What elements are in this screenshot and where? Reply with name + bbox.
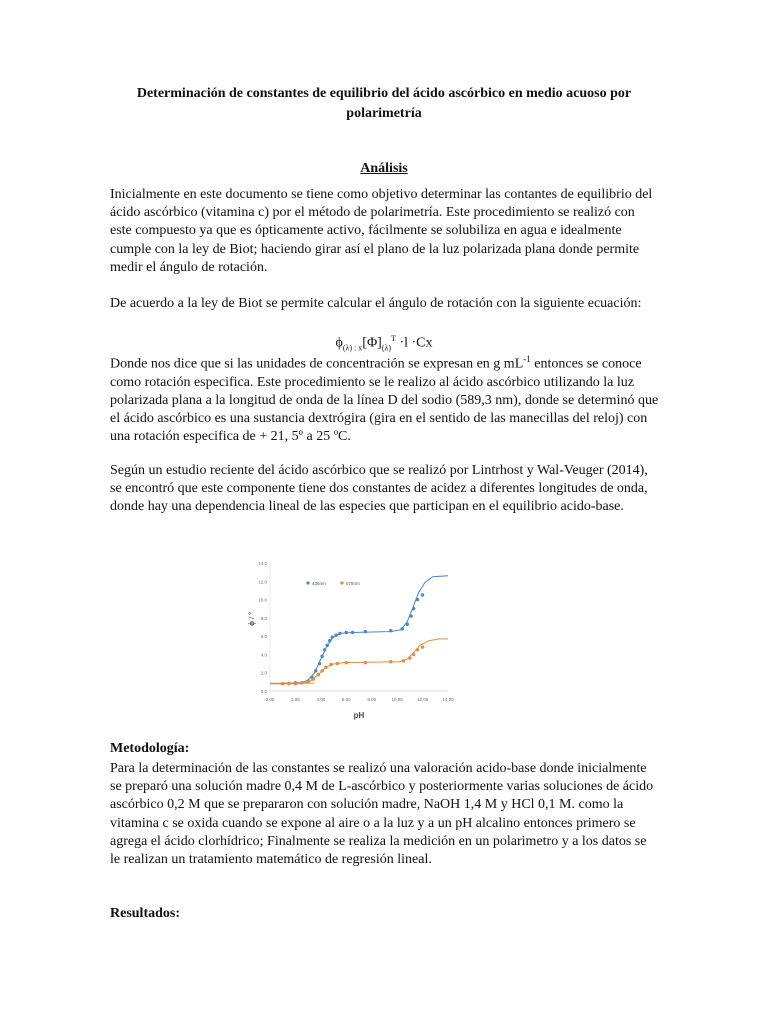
section-heading-analisis: Análisis — [360, 161, 408, 176]
y-tick-label: 12.0 — [258, 579, 267, 585]
x-tick-label: 0.00 — [265, 697, 275, 702]
paragraph-specific-rotation — [110, 350, 660, 447]
y-tick-label: 0.0 — [260, 689, 267, 694]
data-point-578nm — [317, 673, 320, 676]
equation-rest: ·l ·Cx — [399, 335, 433, 351]
data-point-578nm — [402, 659, 405, 662]
data-point-578nm — [300, 681, 303, 684]
data-point-436nm — [338, 632, 341, 635]
data-point-578nm — [320, 669, 323, 672]
data-point-436nm — [412, 607, 415, 610]
data-point-578nm — [408, 656, 411, 659]
x-tick-label: 10.00 — [391, 697, 403, 702]
section-heading-resultados: Resultados: — [110, 906, 181, 921]
data-point-436nm — [334, 634, 337, 637]
data-point-436nm — [409, 614, 412, 617]
data-point-578nm — [306, 680, 309, 683]
y-tick-label: 4.0 — [260, 652, 267, 658]
y-tick-label: 14.0 — [258, 561, 267, 566]
data-point-436nm — [323, 648, 326, 651]
section-heading-metodologia: Metodología: — [110, 741, 190, 756]
data-point-436nm — [328, 639, 331, 642]
x-tick-label: 4.00 — [316, 697, 326, 702]
legend-marker-436nm — [306, 581, 309, 584]
x-tick-label: 12.00 — [416, 697, 429, 702]
specific-rotation-text-b: entonces se conoce como rotación especifica. Este procedimiento se le realizo al ácido ascórbico utilizando la luz polarizada plana a la longitud de onda de la línea D del sodio (589,3 nm), donde se determinó que el ácido ascórbico es una sustancia dextrógira (gira en el sentido de las manecillas del reloj) con una rotación especifica de + 21, 5º a 25 ºC. — [110, 356, 659, 445]
legend-label-578nm: 578nm — [346, 580, 360, 586]
paragraph-study: Según un estudio reciente del ácido ascórbico que se realizó por Lintrhost y Wal-Veuger (2014), se encontró que este componente tiene dos constantes de acidez a diferentes longitudes de onda, donde hay una dependencia lineal de las especies que participan en el equilibrio acido-base. — [110, 463, 648, 515]
legend-marker-578nm — [340, 581, 343, 584]
x-tick-label: 2.00 — [291, 697, 300, 702]
equation-bracket: [Φ] — [362, 335, 382, 351]
x-tick-label: 14.00 — [442, 697, 454, 702]
y-tick-label: 10.0 — [258, 597, 267, 603]
data-point-578nm — [345, 661, 348, 664]
y-tick-label: 2.0 — [260, 670, 267, 676]
data-point-578nm — [329, 663, 332, 666]
x-axis-title: pH — [353, 711, 365, 720]
paragraph-metodologia: Para la determinación de las constantes se realizó una valoración acido-base donde inicialmente se preparó una solución madre 0,4 M de L-ascórbico y posteriormente varias soluciones de ácido ascórbico 0,2 M que se prepararon con solución madre, NaOH 1,4 M y HCl 0,1 M. como la vitamina c se oxida cuando se expone al aire o a la luz y a un pH alcalino entonces primero se agrega el ácido clorhídrico; Finalmente se realiza la medición en un polarimetro y a los datos se le realizan un tratamiento matemático de regresión lineal. — [110, 761, 654, 868]
equation-superscript-t: T — [391, 334, 396, 343]
data-point-436nm — [421, 593, 424, 596]
y-axis-title: ϕ / º — [247, 612, 256, 626]
y-tick-label: 6.0 — [260, 634, 267, 640]
data-point-578nm — [416, 648, 419, 651]
data-point-436nm — [314, 669, 317, 672]
data-point-578nm — [336, 662, 339, 665]
specific-rotation-sup: -1 — [523, 354, 531, 364]
equation-phi: ϕ — [335, 335, 343, 351]
data-point-578nm — [421, 645, 424, 648]
specific-rotation-text-a: Donde nos dice que si las unidades de concentración se expresan en g mL — [110, 356, 524, 372]
data-point-436nm — [345, 631, 348, 634]
data-point-436nm — [326, 644, 329, 647]
data-point-578nm — [312, 677, 315, 680]
x-tick-label: 6.00 — [341, 697, 351, 702]
equation-subscript-lambda-2: (λ) — [381, 343, 392, 353]
data-point-436nm — [364, 630, 367, 633]
data-point-578nm — [294, 682, 297, 685]
equation-subscript-lambda: (λ) : x — [342, 343, 363, 353]
document-title: Determinación de constantes de equilibrio del ácido ascórbico en medio acuoso por polarimetría — [136, 86, 632, 121]
data-point-436nm — [331, 635, 334, 638]
data-point-436nm — [389, 629, 392, 632]
data-point-436nm — [401, 627, 404, 630]
polarimetry-chart — [248, 553, 458, 723]
data-point-578nm — [412, 653, 415, 656]
chart-svg — [248, 553, 458, 723]
legend-label-436nm: 436nm — [312, 580, 326, 586]
data-point-436nm — [406, 623, 409, 626]
series-line-578nm — [270, 639, 448, 684]
data-point-578nm — [389, 660, 392, 663]
x-tick-label: 8.00 — [367, 697, 377, 702]
data-point-436nm — [416, 598, 419, 601]
data-point-578nm — [364, 661, 367, 664]
y-tick-label: 8.0 — [260, 615, 267, 621]
paragraph-biot-law: De acuerdo a la ley de Biot se permite calcular el ángulo de rotación con la siguiente ecuación: — [110, 296, 642, 311]
data-point-578nm — [281, 682, 284, 685]
data-point-436nm — [318, 662, 321, 665]
series-line-436nm — [270, 576, 448, 684]
data-point-436nm — [351, 631, 354, 634]
data-point-578nm — [324, 666, 327, 669]
data-point-578nm — [287, 682, 290, 685]
data-point-436nm — [320, 655, 323, 658]
paragraph-intro: Inicialmente en este documento se tiene como objetivo determinar las contantes de equilibrio del ácido ascórbico (vitamina c) por el método de polarimetría. Este procedimiento se realizó con este compuesto ya que es ópticamente activo, fácilmente se solubiliza en agua e idealmente cumple con la ley de Biot; haciendo girar así el plano de la luz polarizada plana donde permite medir el ángulo de rotación. — [110, 187, 653, 275]
